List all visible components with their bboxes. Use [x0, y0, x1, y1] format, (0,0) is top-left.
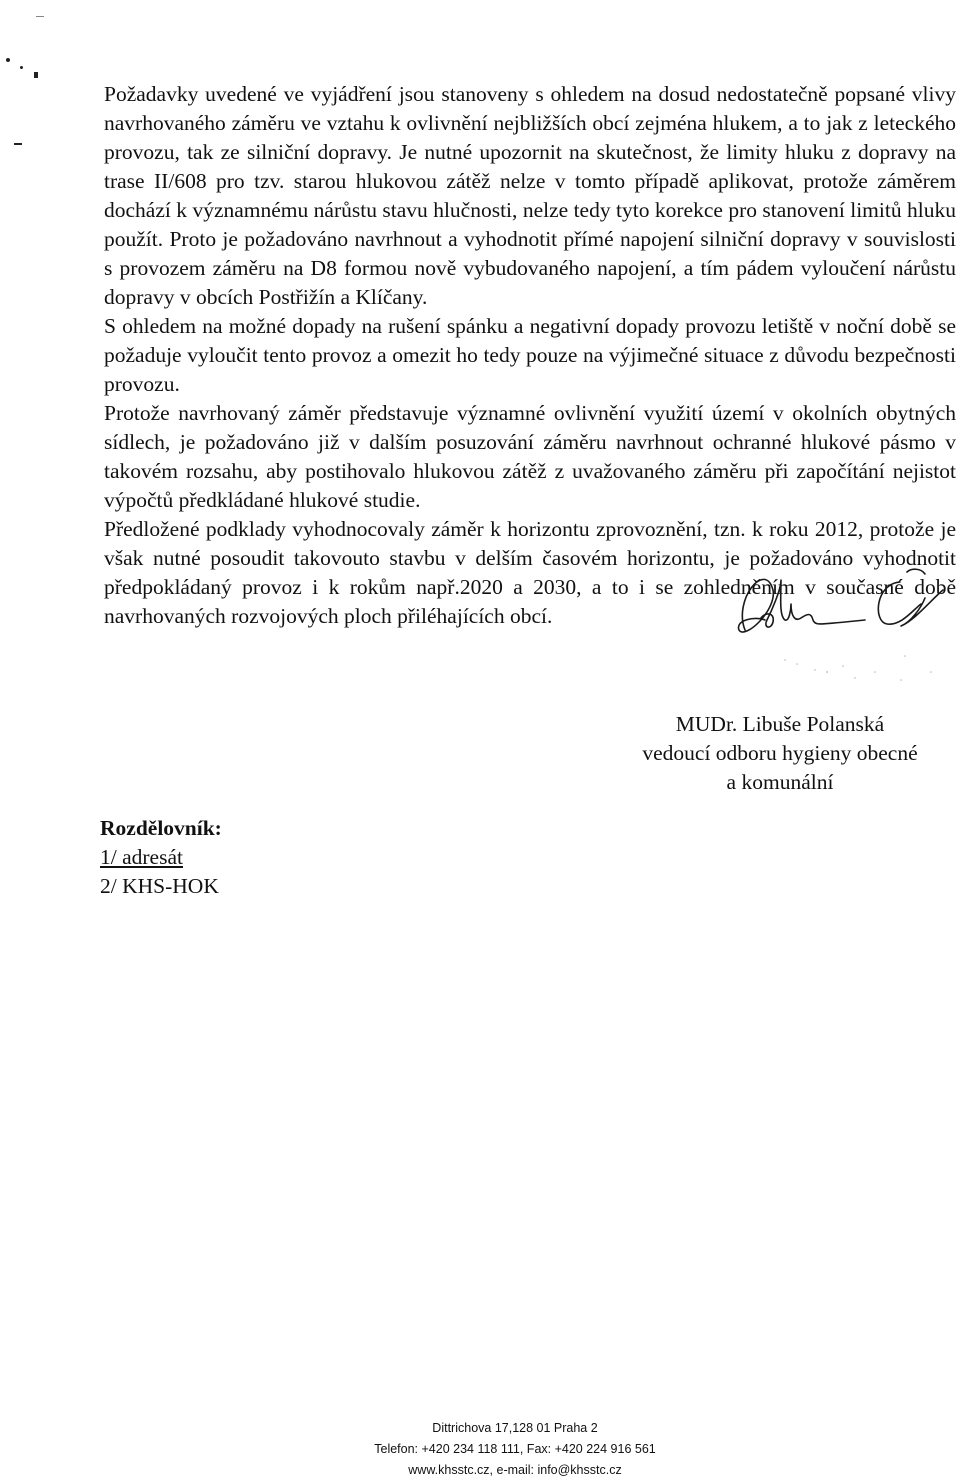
signatory-name: MUDr. Libuše Polanská [675, 712, 885, 736]
distribution-heading: Rozdělovník: [100, 816, 222, 840]
signatory-title: vedoucí odboru hygieny obecné [642, 741, 918, 765]
signature-block [600, 710, 960, 797]
paragraph: Protože navrhovaný záměr představuje významné ovlivnění využití území v okolních obytných sídlech, je požadováno již v dalším posuzování záměru navrhnout ochranné hlukové pásmo v takovém rozsahu, aby postihovalo hlukovou zátěž z uvažovaného záměru při započítání nejistot výpočtů předkládané hlukové studie. [104, 401, 956, 512]
scan-speck [6, 58, 10, 62]
scan-speck [14, 143, 22, 145]
page-footer [300, 1418, 730, 1481]
distribution-item: 2/ KHS-HOK [100, 874, 219, 898]
footer-address: Dittrichova 17,128 01 Praha 2 [432, 1421, 598, 1435]
paragraph: Předložené podklady vyhodnocovaly záměr k horizontu zprovoznění, tzn. k roku 2012, protože je však nutné posoudit takovouto stavbu v delším časovém horizontu, je požadováno vyhodnotit předpokládaný provoz i k rokům např.2020 a 2030, a to i se zohledněním v současné době navrhovaných rozvojových ploch přiléhajících obcí. [104, 517, 956, 628]
distribution-item: 1/ adresát [100, 845, 183, 869]
footer-contact: Telefon: +420 234 118 111, Fax: +420 224 916 561 [374, 1442, 656, 1456]
paragraph: Požadavky uvedené ve vyjádření jsou stanoveny s ohledem na dosud nedostatečně popsané vlivy navrhovaného záměru ve vztahu k ovlivnění nejbližších obcí zejména hlukem, a to jak z leteckého provozu, tak ze silniční dopravy. Je nutné upozornit na skutečnost, že limity hluku z dopravy na trase II/608 pro tzv. starou hlukovou zátěž nelze v tomto případě aplikovat, protože záměrem dochází k významnému nárůstu stavu hlučnosti, nelze tedy tyto korekce pro stanovení limitů hluku použít. Proto je požadováno navrhnout a vyhodnotit přímé napojení silniční dopravy v souvislosti s provozem záměru na D8 formou nově vybudovaného napojení, a tím pádem vyloučení nárůstu dopravy v obcích Postřižín a Klíčany. [104, 82, 956, 309]
distribution-list [100, 814, 222, 901]
scan-speck [20, 66, 23, 69]
footer-web: www.khsstc.cz, e-mail: info@khsstc.cz [408, 1463, 622, 1477]
scan-speck [34, 72, 38, 78]
paragraph: S ohledem na možné dopady na rušení spánku a negativní dopady provozu letiště v noční době se požaduje vyloučit tento provoz a omezit ho tedy pouze na výjimečné situace z důvodu bezpečnosti provozu. [104, 314, 956, 396]
handwritten-signature [725, 560, 955, 690]
letter-body [104, 80, 956, 631]
signatory-title: a komunální [726, 770, 834, 794]
scan-speck [36, 16, 44, 17]
